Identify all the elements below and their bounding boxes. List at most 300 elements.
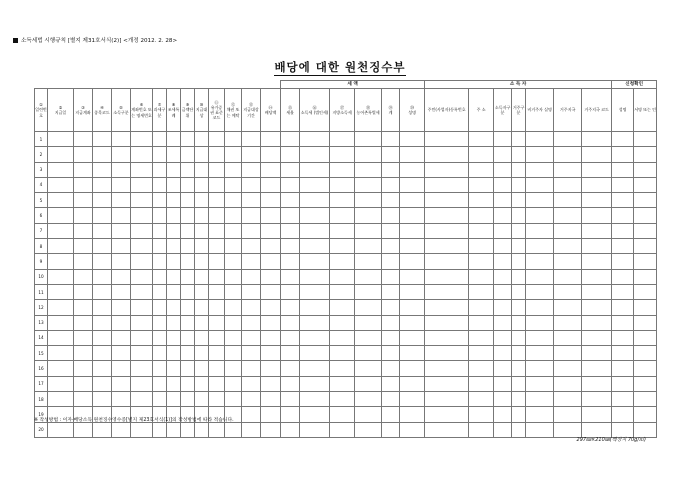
table-cell[interactable] [261, 223, 281, 238]
table-cell[interactable] [526, 269, 554, 284]
table-cell[interactable] [167, 284, 181, 299]
table-cell[interactable] [48, 208, 74, 223]
table-cell[interactable] [300, 361, 330, 376]
table-cell[interactable] [93, 330, 112, 345]
table-cell[interactable] [93, 361, 112, 376]
table-cell[interactable] [281, 132, 300, 147]
table-cell[interactable] [612, 284, 634, 299]
table-cell[interactable] [382, 254, 400, 269]
table-cell[interactable] [48, 330, 74, 345]
table-cell[interactable] [112, 315, 131, 330]
table-cell[interactable] [512, 300, 526, 315]
table-cell[interactable] [261, 422, 281, 437]
table-cell[interactable] [181, 376, 195, 391]
table-cell[interactable] [131, 330, 153, 345]
table-cell[interactable] [300, 330, 330, 345]
table-cell[interactable] [48, 376, 74, 391]
table-cell[interactable] [425, 376, 469, 391]
table-cell[interactable] [400, 193, 425, 208]
table-cell[interactable] [330, 177, 355, 192]
table-cell[interactable] [554, 330, 582, 345]
table-cell[interactable] [526, 330, 554, 345]
table-cell[interactable] [225, 269, 242, 284]
table-cell[interactable] [225, 346, 242, 361]
table-cell[interactable] [209, 376, 225, 391]
table-cell[interactable] [512, 162, 526, 177]
table-cell[interactable] [512, 346, 526, 361]
table-cell[interactable] [382, 147, 400, 162]
table-cell[interactable] [209, 193, 225, 208]
table-cell[interactable] [242, 315, 261, 330]
table-cell[interactable] [242, 284, 261, 299]
table-cell[interactable] [242, 361, 261, 376]
table-cell[interactable] [195, 193, 209, 208]
table-cell[interactable] [582, 239, 612, 254]
table-cell[interactable] [74, 330, 93, 345]
table-cell[interactable] [167, 361, 181, 376]
table-cell[interactable] [112, 223, 131, 238]
table-cell[interactable] [425, 147, 469, 162]
table-cell[interactable] [93, 193, 112, 208]
table-cell[interactable] [494, 208, 512, 223]
table-cell[interactable] [112, 162, 131, 177]
table-cell[interactable] [131, 376, 153, 391]
table-cell[interactable] [355, 346, 382, 361]
table-cell[interactable] [209, 361, 225, 376]
table-cell[interactable] [209, 300, 225, 315]
table-cell[interactable] [494, 239, 512, 254]
table-cell[interactable] [400, 315, 425, 330]
table-cell[interactable] [400, 208, 425, 223]
table-cell[interactable] [242, 376, 261, 391]
table-cell[interactable] [261, 361, 281, 376]
table-cell[interactable] [195, 239, 209, 254]
table-cell[interactable] [153, 346, 167, 361]
table-cell[interactable] [209, 269, 225, 284]
table-cell[interactable] [612, 239, 634, 254]
table-cell[interactable] [612, 346, 634, 361]
table-cell[interactable] [181, 330, 195, 345]
table-cell[interactable] [153, 223, 167, 238]
table-cell[interactable] [425, 284, 469, 299]
table-cell[interactable] [74, 361, 93, 376]
table-cell[interactable] [74, 193, 93, 208]
table-cell[interactable] [93, 376, 112, 391]
table-cell[interactable] [181, 254, 195, 269]
table-cell[interactable] [167, 269, 181, 284]
table-cell[interactable] [494, 315, 512, 330]
table-cell[interactable] [494, 346, 512, 361]
table-cell[interactable] [400, 147, 425, 162]
table-cell[interactable] [612, 300, 634, 315]
table-cell[interactable] [512, 223, 526, 238]
table-cell[interactable] [400, 239, 425, 254]
table-cell[interactable] [131, 422, 153, 437]
table-cell[interactable] [74, 269, 93, 284]
table-cell[interactable] [400, 346, 425, 361]
table-cell[interactable] [469, 223, 494, 238]
table-cell[interactable] [382, 361, 400, 376]
table-cell[interactable] [242, 162, 261, 177]
table-cell[interactable] [48, 315, 74, 330]
table-cell[interactable] [131, 315, 153, 330]
table-cell[interactable] [526, 315, 554, 330]
table-cell[interactable] [167, 162, 181, 177]
table-cell[interactable] [112, 254, 131, 269]
table-cell[interactable] [330, 239, 355, 254]
table-cell[interactable] [261, 376, 281, 391]
table-cell[interactable] [153, 208, 167, 223]
table-cell[interactable] [48, 346, 74, 361]
table-cell[interactable] [209, 284, 225, 299]
table-cell[interactable] [634, 376, 657, 391]
table-cell[interactable] [74, 132, 93, 147]
table-cell[interactable] [582, 346, 612, 361]
table-cell[interactable] [281, 177, 300, 192]
table-cell[interactable] [242, 422, 261, 437]
table-cell[interactable] [494, 147, 512, 162]
table-cell[interactable] [400, 254, 425, 269]
table-cell[interactable] [494, 193, 512, 208]
table-cell[interactable] [225, 300, 242, 315]
table-cell[interactable] [526, 162, 554, 177]
table-cell[interactable] [167, 346, 181, 361]
table-cell[interactable] [494, 376, 512, 391]
table-cell[interactable] [512, 239, 526, 254]
table-cell[interactable] [181, 284, 195, 299]
table-cell[interactable] [74, 223, 93, 238]
table-cell[interactable] [554, 162, 582, 177]
table-cell[interactable] [225, 193, 242, 208]
table-cell[interactable] [131, 254, 153, 269]
table-cell[interactable] [48, 269, 74, 284]
table-cell[interactable] [425, 223, 469, 238]
table-cell[interactable] [74, 177, 93, 192]
table-cell[interactable] [469, 330, 494, 345]
table-cell[interactable] [469, 177, 494, 192]
table-cell[interactable] [261, 330, 281, 345]
table-cell[interactable] [93, 208, 112, 223]
table-cell[interactable] [281, 269, 300, 284]
table-cell[interactable] [582, 376, 612, 391]
table-cell[interactable] [281, 361, 300, 376]
table-cell[interactable] [195, 422, 209, 437]
table-cell[interactable] [300, 392, 330, 407]
table-cell[interactable] [612, 162, 634, 177]
table-cell[interactable] [225, 330, 242, 345]
table-cell[interactable] [469, 193, 494, 208]
table-cell[interactable] [225, 376, 242, 391]
table-cell[interactable] [112, 193, 131, 208]
table-cell[interactable] [634, 346, 657, 361]
table-cell[interactable] [242, 132, 261, 147]
table-cell[interactable] [582, 177, 612, 192]
table-cell[interactable] [74, 422, 93, 437]
table-cell[interactable] [330, 422, 355, 437]
table-cell[interactable] [74, 300, 93, 315]
table-cell[interactable] [181, 361, 195, 376]
table-cell[interactable] [554, 376, 582, 391]
table-cell[interactable] [330, 254, 355, 269]
table-cell[interactable] [48, 239, 74, 254]
table-cell[interactable] [300, 132, 330, 147]
table-cell[interactable] [612, 376, 634, 391]
table-cell[interactable] [554, 223, 582, 238]
table-cell[interactable] [526, 361, 554, 376]
table-cell[interactable] [582, 392, 612, 407]
table-cell[interactable] [330, 269, 355, 284]
table-cell[interactable] [131, 346, 153, 361]
table-cell[interactable] [74, 254, 93, 269]
table-cell[interactable] [131, 300, 153, 315]
table-cell[interactable] [195, 284, 209, 299]
table-cell[interactable] [48, 284, 74, 299]
table-cell[interactable] [469, 269, 494, 284]
table-cell[interactable] [512, 254, 526, 269]
table-cell[interactable] [330, 330, 355, 345]
table-cell[interactable] [494, 269, 512, 284]
table-cell[interactable] [582, 254, 612, 269]
table-cell[interactable] [112, 132, 131, 147]
table-cell[interactable] [281, 193, 300, 208]
table-cell[interactable] [469, 162, 494, 177]
table-cell[interactable] [242, 177, 261, 192]
table-cell[interactable] [382, 177, 400, 192]
table-cell[interactable] [153, 193, 167, 208]
table-cell[interactable] [131, 208, 153, 223]
table-cell[interactable] [112, 147, 131, 162]
table-cell[interactable] [330, 193, 355, 208]
table-cell[interactable] [153, 330, 167, 345]
table-cell[interactable] [209, 239, 225, 254]
table-cell[interactable] [355, 162, 382, 177]
table-cell[interactable] [153, 177, 167, 192]
table-cell[interactable] [300, 162, 330, 177]
table-cell[interactable] [74, 284, 93, 299]
table-cell[interactable] [93, 239, 112, 254]
table-cell[interactable] [425, 422, 469, 437]
table-cell[interactable] [281, 284, 300, 299]
table-cell[interactable] [582, 361, 612, 376]
table-cell[interactable] [74, 392, 93, 407]
table-cell[interactable] [469, 284, 494, 299]
table-cell[interactable] [469, 254, 494, 269]
table-cell[interactable] [582, 330, 612, 345]
table-cell[interactable] [225, 254, 242, 269]
table-cell[interactable] [195, 315, 209, 330]
table-cell[interactable] [582, 193, 612, 208]
table-cell[interactable] [93, 254, 112, 269]
table-cell[interactable] [181, 193, 195, 208]
table-cell[interactable] [48, 177, 74, 192]
table-cell[interactable] [582, 208, 612, 223]
table-cell[interactable] [526, 132, 554, 147]
table-cell[interactable] [112, 392, 131, 407]
table-cell[interactable] [469, 300, 494, 315]
table-cell[interactable] [261, 162, 281, 177]
table-cell[interactable] [425, 361, 469, 376]
table-cell[interactable] [494, 422, 512, 437]
table-cell[interactable] [582, 315, 612, 330]
table-cell[interactable] [300, 193, 330, 208]
table-cell[interactable] [634, 300, 657, 315]
table-cell[interactable] [355, 239, 382, 254]
table-cell[interactable] [526, 346, 554, 361]
table-cell[interactable] [612, 361, 634, 376]
table-cell[interactable] [494, 223, 512, 238]
table-cell[interactable] [93, 346, 112, 361]
table-cell[interactable] [330, 284, 355, 299]
table-cell[interactable] [469, 147, 494, 162]
table-cell[interactable] [48, 361, 74, 376]
table-cell[interactable] [225, 147, 242, 162]
table-cell[interactable] [242, 330, 261, 345]
table-cell[interactable] [425, 269, 469, 284]
table-cell[interactable] [48, 300, 74, 315]
table-cell[interactable] [382, 346, 400, 361]
table-cell[interactable] [425, 392, 469, 407]
table-cell[interactable] [112, 346, 131, 361]
table-cell[interactable] [153, 361, 167, 376]
table-cell[interactable] [195, 162, 209, 177]
table-cell[interactable] [425, 193, 469, 208]
table-cell[interactable] [526, 193, 554, 208]
table-cell[interactable] [526, 239, 554, 254]
table-cell[interactable] [281, 330, 300, 345]
table-cell[interactable] [209, 162, 225, 177]
table-cell[interactable] [131, 239, 153, 254]
table-cell[interactable] [153, 239, 167, 254]
table-cell[interactable] [209, 254, 225, 269]
table-cell[interactable] [554, 346, 582, 361]
table-cell[interactable] [494, 300, 512, 315]
table-cell[interactable] [526, 376, 554, 391]
table-cell[interactable] [494, 254, 512, 269]
table-cell[interactable] [167, 223, 181, 238]
table-cell[interactable] [382, 376, 400, 391]
table-cell[interactable] [582, 284, 612, 299]
table-cell[interactable] [382, 284, 400, 299]
table-cell[interactable] [612, 223, 634, 238]
table-cell[interactable] [225, 315, 242, 330]
table-cell[interactable] [554, 239, 582, 254]
table-cell[interactable] [261, 147, 281, 162]
table-cell[interactable] [48, 132, 74, 147]
table-cell[interactable] [400, 330, 425, 345]
table-cell[interactable] [93, 422, 112, 437]
table-cell[interactable] [112, 269, 131, 284]
table-cell[interactable] [634, 132, 657, 147]
table-cell[interactable] [261, 392, 281, 407]
table-cell[interactable] [382, 223, 400, 238]
table-cell[interactable] [195, 208, 209, 223]
table-cell[interactable] [382, 193, 400, 208]
table-cell[interactable] [612, 147, 634, 162]
table-cell[interactable] [242, 300, 261, 315]
table-cell[interactable] [355, 208, 382, 223]
table-cell[interactable] [400, 361, 425, 376]
table-cell[interactable] [281, 147, 300, 162]
table-cell[interactable] [209, 208, 225, 223]
table-cell[interactable] [300, 223, 330, 238]
table-cell[interactable] [382, 422, 400, 437]
table-cell[interactable] [242, 269, 261, 284]
table-cell[interactable] [355, 422, 382, 437]
table-cell[interactable] [400, 162, 425, 177]
table-cell[interactable] [425, 330, 469, 345]
table-cell[interactable] [634, 193, 657, 208]
table-cell[interactable] [330, 223, 355, 238]
table-cell[interactable] [195, 330, 209, 345]
table-cell[interactable] [300, 208, 330, 223]
table-cell[interactable] [330, 361, 355, 376]
table-cell[interactable] [112, 239, 131, 254]
table-cell[interactable] [634, 223, 657, 238]
table-cell[interactable] [526, 223, 554, 238]
table-cell[interactable] [554, 300, 582, 315]
table-cell[interactable] [382, 239, 400, 254]
table-cell[interactable] [93, 147, 112, 162]
table-cell[interactable] [330, 162, 355, 177]
table-cell[interactable] [554, 361, 582, 376]
table-cell[interactable] [425, 239, 469, 254]
table-cell[interactable] [355, 284, 382, 299]
table-cell[interactable] [425, 300, 469, 315]
table-cell[interactable] [195, 177, 209, 192]
table-cell[interactable] [48, 422, 74, 437]
table-cell[interactable] [225, 392, 242, 407]
table-cell[interactable] [526, 254, 554, 269]
table-cell[interactable] [512, 269, 526, 284]
table-cell[interactable] [242, 346, 261, 361]
table-cell[interactable] [469, 376, 494, 391]
table-cell[interactable] [330, 376, 355, 391]
table-cell[interactable] [131, 361, 153, 376]
table-cell[interactable] [634, 208, 657, 223]
table-cell[interactable] [382, 208, 400, 223]
table-cell[interactable] [300, 422, 330, 437]
table-cell[interactable] [74, 208, 93, 223]
table-cell[interactable] [195, 300, 209, 315]
table-cell[interactable] [181, 147, 195, 162]
table-cell[interactable] [512, 392, 526, 407]
table-cell[interactable] [153, 162, 167, 177]
table-cell[interactable] [209, 147, 225, 162]
table-cell[interactable] [281, 346, 300, 361]
table-cell[interactable] [93, 269, 112, 284]
table-cell[interactable] [582, 162, 612, 177]
table-cell[interactable] [494, 330, 512, 345]
table-cell[interactable] [48, 392, 74, 407]
table-cell[interactable] [225, 208, 242, 223]
table-cell[interactable] [153, 300, 167, 315]
table-cell[interactable] [355, 254, 382, 269]
table-cell[interactable] [195, 147, 209, 162]
table-cell[interactable] [400, 177, 425, 192]
table-cell[interactable] [526, 422, 554, 437]
table-cell[interactable] [153, 284, 167, 299]
table-cell[interactable] [112, 177, 131, 192]
table-cell[interactable] [355, 300, 382, 315]
table-cell[interactable] [612, 254, 634, 269]
table-cell[interactable] [300, 254, 330, 269]
table-cell[interactable] [582, 223, 612, 238]
table-cell[interactable] [382, 269, 400, 284]
table-cell[interactable] [425, 177, 469, 192]
table-cell[interactable] [612, 132, 634, 147]
table-cell[interactable] [153, 376, 167, 391]
table-cell[interactable] [425, 346, 469, 361]
